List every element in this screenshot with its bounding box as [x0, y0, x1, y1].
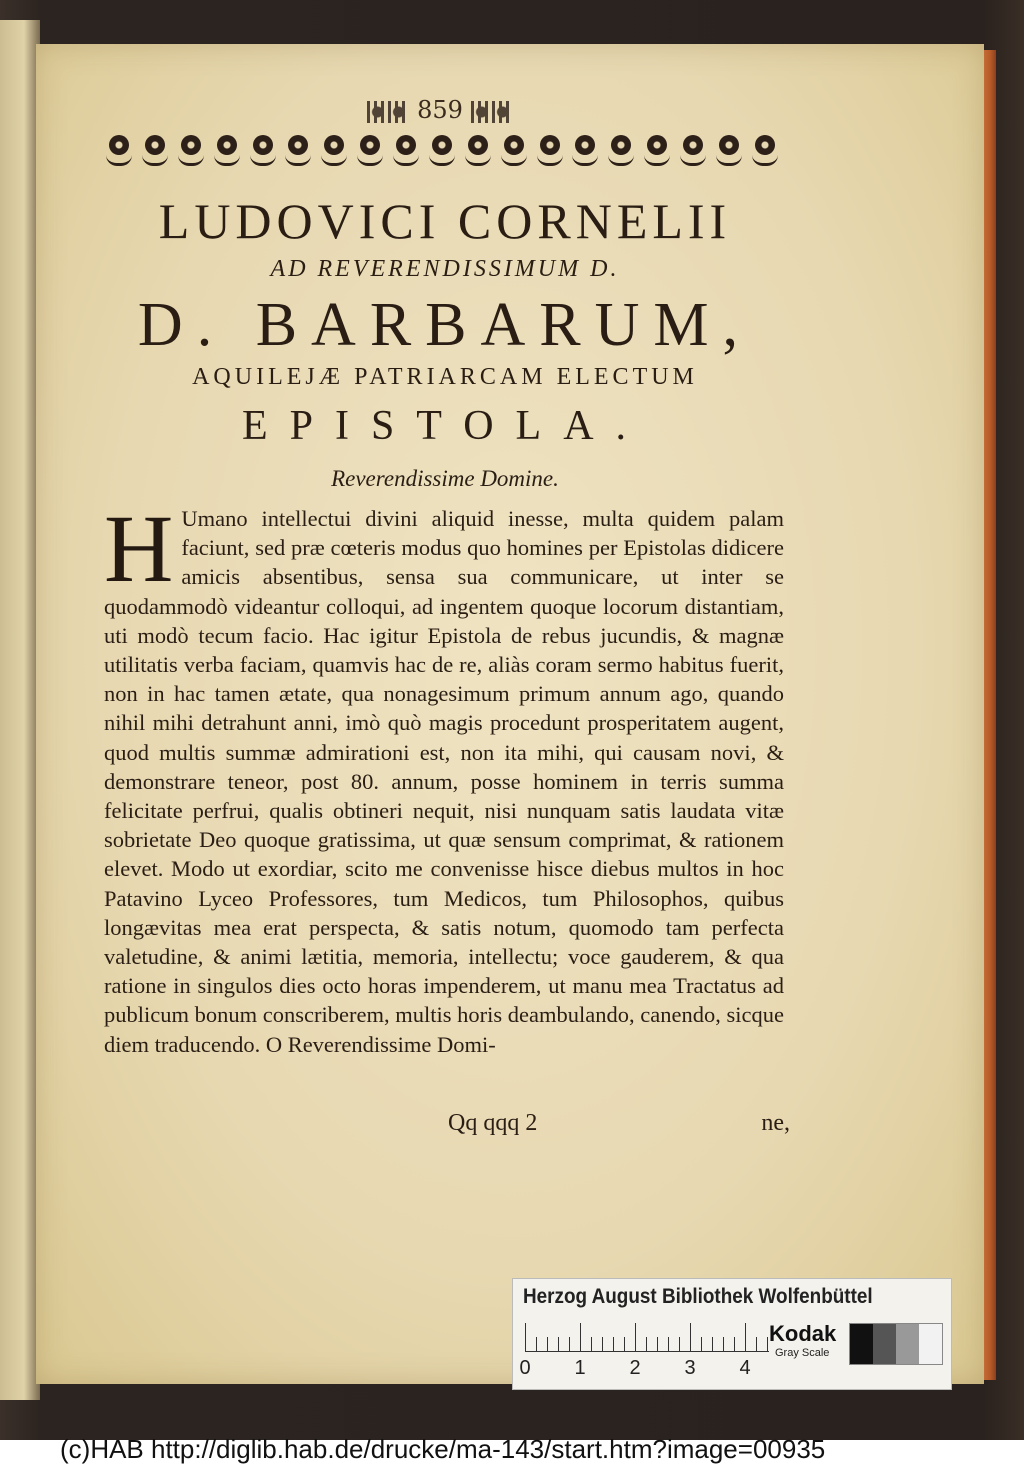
page-number-header [360, 96, 520, 124]
ruler-major-tick [635, 1323, 636, 1351]
letter-body-text: Umano intellectui divini aliquid inesse, multa quidem palam faciunt, sed præ cœteris modus quo homines per Epistolas didicere amicis absentibus, sensa sua communicare, ut inter se quodammodò videantur colloqui, ad ingentem quoque locorum distantiam, uti modò tecum facio. Hac igitur Epistola de rebus jucundis, & magnæ utilitatis verba faciam, quamvis hac de re, aliàs coram sermo habitus fuerit, non in hac tamen ætate, qua nonagesimum primum annum ago, quando nihil mihi detrahunt anni, imò quò magis procedunt prosperitatem augent, quod multis summæ admirationi est, non ita mihi, qui causam novi, & demonstrare teneor, post 80. annum, posse hominem in terris summa felicitate perfrui, qualis obtineri nequit, nisi nunquam satis laudata vitæ sobrietate Deo quoque gratissima, ut quæ sensum comprimat, & rationem elevet. Modo ut exordiar, scito me convenisse hisce diebus multos in hoc Patavino Lyceo Professores, tum Medicos, tum Philosophos, quibus longævitas mea erat perspecta, & satis notum, quomodo tam perfecta valetudine, & animi lætitia, memoria, intellectu; voce gauderem, & qua ratione in singulos dies octo horas impenderem, ut manu mea Tractatus ad publicum bonum conscriberem, multis horis deambulando, canendo, sicque diem traducendo. O Reverendissime Domi- [104, 506, 784, 1057]
catchword: ne, [761, 1110, 790, 1136]
ruler-number: 4 [739, 1357, 751, 1379]
flower-ornament-icon [750, 133, 780, 167]
drop-cap: H [104, 495, 174, 602]
signature-mark: Qq qqq 2 [448, 1110, 538, 1136]
ruler-major-tick [525, 1323, 526, 1351]
recipient-title: D. BARBARUM, [137, 291, 753, 359]
flower-ornament-icon [319, 133, 349, 167]
flower-ornament-icon [176, 133, 206, 167]
gray-scale-swatches [849, 1323, 943, 1365]
flower-ornament-icon [606, 133, 636, 167]
flower-ornament-icon [463, 133, 493, 167]
ruler-number: 0 [519, 1357, 531, 1379]
gray-swatch [873, 1324, 896, 1364]
flower-ornament-icon [642, 133, 672, 167]
ruler-major-tick [745, 1323, 746, 1351]
flower-ornament-icon [391, 133, 421, 167]
author-title: LUDOVICI CORNELII [158, 193, 732, 249]
gray-swatch [850, 1324, 873, 1364]
flower-ornament-icon [678, 133, 708, 167]
previous-page-edge [0, 20, 40, 1400]
gray-swatch [919, 1324, 942, 1364]
salutation: Reverendissime Domine. [331, 466, 559, 491]
gray-swatch [896, 1324, 919, 1364]
ruler-number: 2 [629, 1357, 641, 1379]
letter-body [104, 495, 784, 1059]
ornament-left-icon [367, 101, 409, 123]
scale-ruler [525, 1323, 769, 1352]
work-title: EPISTOLA. [241, 403, 649, 449]
recipient-office: AQUILEJÆ PATRIARCAM ELECTUM [192, 364, 698, 390]
floral-ornament-band [104, 128, 780, 172]
credit-link[interactable]: (c)HAB http://diglib.hab.de/drucke/ma-143/start.htm?image=00935 [60, 1434, 826, 1464]
archive-color-card [512, 1278, 952, 1390]
page-number: 859 [417, 96, 463, 124]
flower-ornament-icon [427, 133, 457, 167]
flower-ornament-icon [212, 133, 242, 167]
institution-name: Herzog August Bibliothek Wolfenbüttel [523, 1285, 873, 1308]
ruler-number: 1 [574, 1357, 586, 1379]
dedication-line: AD REVERENDISSIMUM D. [270, 256, 620, 282]
ruler-number: 3 [684, 1357, 696, 1379]
page-fore-edge [982, 50, 996, 1380]
flower-ornament-icon [104, 133, 134, 167]
ruler-major-tick [580, 1323, 581, 1351]
flower-ornament-icon [283, 133, 313, 167]
ornament-right-icon [471, 101, 513, 123]
flower-ornament-icon [714, 133, 744, 167]
flower-ornament-icon [248, 133, 278, 167]
flower-ornament-icon [499, 133, 529, 167]
flower-ornament-icon [355, 133, 385, 167]
flower-ornament-icon [140, 133, 170, 167]
kodak-logo: Kodak [769, 1321, 837, 1346]
flower-ornament-icon [570, 133, 600, 167]
kodak-subtitle: Gray Scale [775, 1347, 830, 1359]
flower-ornament-icon [535, 133, 565, 167]
ruler-major-tick [690, 1323, 691, 1351]
